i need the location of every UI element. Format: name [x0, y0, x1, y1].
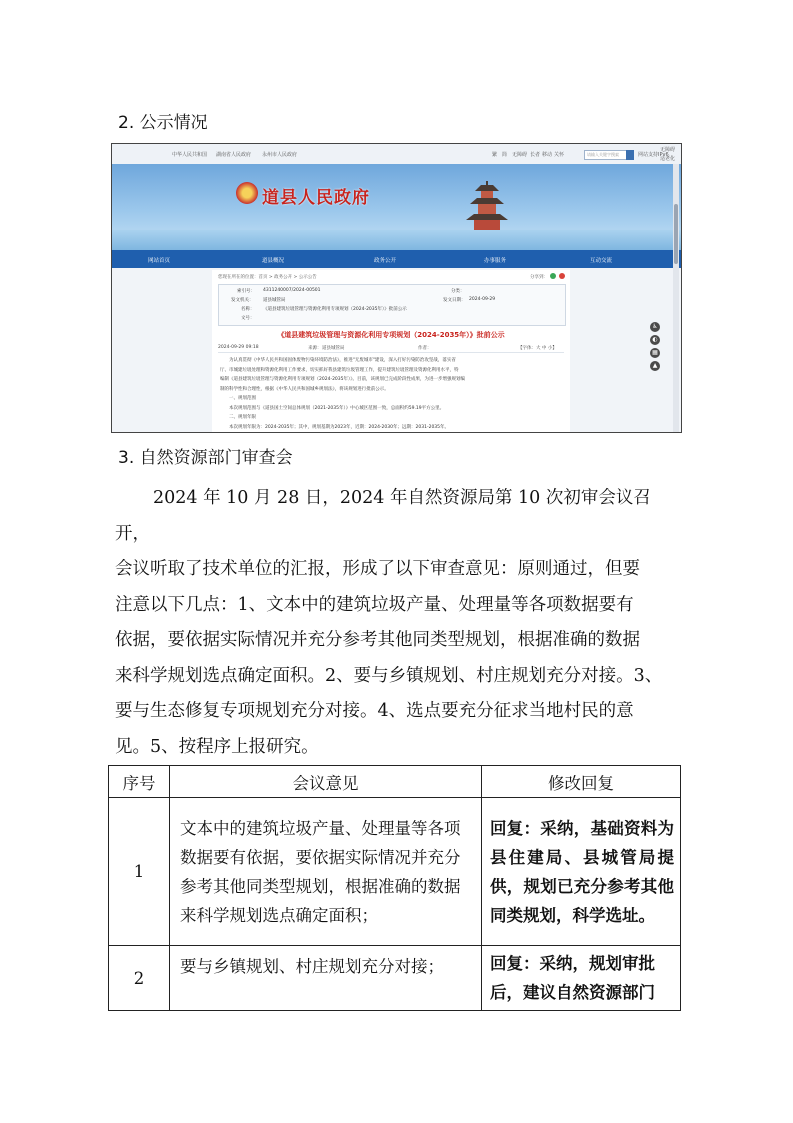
weibo-share-icon[interactable]	[559, 273, 565, 279]
row-no: 2	[109, 946, 170, 1011]
doc-body: 为认真贯彻《中华人民共和国固体废物污染环境防治法》，推进"无废城市"建设，深入打好污染防治攻坚战，落实省 厅、市城建垃圾处理和资源化利用工作要求，切实抓好我县建筑垃圾管理工作，提升建筑垃圾管理及资源化利用水平，特 编制《道县建筑垃圾管理与资源化利用专项规划（2024-2035年）》。目前，该规划已完成阶段性成果，为进一步增强规划编 制的科学性和合理性，根据《中华人民共和国城乡规划法》，将该规划进行批前公示。 一、规划范围 本次规划范围与《道县国土空间总体规划（2021-2035年）》中心城区范围一致，总面积约59.19平方公里。 二、规划年限 本次规划年限为：2024-2035年；其中，规划基期为2023年，近期：2024-2030年；远期：2031-2035年。	[220, 358, 466, 430]
paragraph-line: 会议听取了技术单位的汇报，形成了以下审查意见：原则通过，但要	[115, 559, 640, 579]
nav-item-services[interactable]: 办事服务	[484, 258, 507, 264]
topbar-util[interactable]: 简	[502, 152, 508, 158]
font-size-switch[interactable]: 【字体：大 中 小】	[518, 346, 557, 351]
row-reply: 回复：采纳，规划审批后，建议自然资源部门	[482, 946, 681, 1011]
header-reply: 修改回复	[482, 766, 681, 798]
site-nav	[112, 250, 681, 268]
topbar-link[interactable]: 湖南省人民政府	[216, 152, 252, 158]
breadcrumb: 您现在所在的位置：首页 > 政务公开 > 公示公告	[218, 275, 317, 280]
topbar-util[interactable]: 无障碍	[512, 152, 528, 158]
header-opinion: 会议意见	[170, 766, 482, 798]
scrollbar-thumb[interactable]	[674, 204, 678, 264]
back-to-top-icon[interactable]: ▲	[650, 361, 660, 371]
paragraph-line: 见。5、按程序上报研究。	[115, 736, 319, 757]
elder-mode-icon[interactable]: ◐	[650, 335, 660, 345]
topbar-link[interactable]: 无障碍	[660, 147, 676, 153]
section-3-heading: 3. 自然资源部门审查会	[118, 448, 293, 468]
review-table	[108, 765, 681, 1011]
share-label: 分享到：	[530, 275, 548, 280]
doc-metadata: 索引号： 4311240007/2024-00501 分类： 发文机关： 道县城管局 发文日期： 2024-09-29 名称： 《道县建筑垃圾管理与资源化利用专项规划（2024-2035年）》批前公示 文号：	[218, 284, 566, 326]
scrollbar[interactable]	[673, 164, 679, 432]
section-2-heading: 2. 公示情况	[118, 113, 208, 133]
site-banner	[112, 164, 681, 250]
qr-code-icon[interactable]: ▦	[650, 348, 660, 358]
row-no: 1	[109, 798, 170, 946]
banner-water	[112, 230, 681, 250]
row-reply: 回复：采纳，基础资料为县住建局、县城管局提供，规划已充分参考其他同类规划，科学选址。	[482, 798, 681, 946]
nav-item-home[interactable]: 网站首页	[148, 258, 171, 264]
nav-item-overview[interactable]: 道县概况	[262, 258, 285, 264]
topbar-util[interactable]: 移动	[542, 152, 553, 158]
topbar-link[interactable]: 永州市人民政府	[262, 152, 298, 158]
nav-item-interaction[interactable]: 互动交流	[590, 258, 613, 264]
table-header-row	[109, 766, 681, 798]
topbar-link[interactable]: 适老化	[660, 156, 676, 162]
doc-info-bar: 2024-09-29 09:18 来源： 道县城管局 作者： 【字体：大 中 小】	[218, 344, 564, 353]
floating-tools	[650, 322, 660, 374]
site-topbar	[112, 144, 681, 165]
search-icon[interactable]	[626, 150, 634, 160]
row-opinion: 要与乡镇规划、村庄规划充分对接；	[170, 946, 482, 1011]
table-row	[109, 946, 681, 1011]
accessibility-icon[interactable]: ♿	[650, 322, 660, 332]
national-emblem-icon	[236, 182, 258, 204]
site-title[interactable]: 道县人民政府	[262, 188, 370, 208]
paragraph-line: 依据，要依据实际情况并充分参考其他同类型规划，根据准确的数据	[115, 630, 640, 650]
paragraph-line: 2024 年 10 月 28 日，2024 年自然资源局第 10 次初审会议召开，	[115, 488, 651, 544]
table-row	[109, 798, 681, 946]
row-opinion: 文本中的建筑垃圾产量、处理量等各项数据要有依据，要依据实际情况并充分参考其他同类型规划，根据准确的数据来科学规划选点确定面积；	[170, 798, 482, 946]
announcement-screenshot	[111, 143, 682, 433]
topbar-util[interactable]: 关怀	[554, 152, 565, 158]
doc-title: 《道县建筑垃圾管理与资源化利用专项规划（2024-2035年）》批前公示	[277, 331, 505, 339]
header-no: 序号	[109, 766, 170, 798]
review-paragraph	[115, 481, 680, 765]
topbar-link[interactable]: 网站支持IPv6	[638, 152, 669, 158]
paragraph-line: 要与生态修复专项规划充分对接。4、选点要充分征求当地村民的意	[115, 701, 634, 721]
topbar-util[interactable]: 长者	[530, 152, 541, 158]
article-panel	[212, 270, 570, 432]
nav-item-gov-open[interactable]: 政务公开	[374, 258, 397, 264]
paragraph-line: 来科学规划选点确定面积。2、要与乡镇规划、村庄规划充分对接。3、	[115, 665, 663, 686]
topbar-util[interactable]: 繁	[492, 152, 498, 158]
paragraph-line: 注意以下几点：1、文本中的建筑垃圾产量、处理量等各项数据要有	[115, 594, 634, 615]
wechat-share-icon[interactable]	[550, 273, 556, 279]
site-search-input[interactable]: 请输入关键字搜索	[584, 150, 628, 160]
topbar-link[interactable]: 中华人民共和国	[172, 152, 208, 158]
